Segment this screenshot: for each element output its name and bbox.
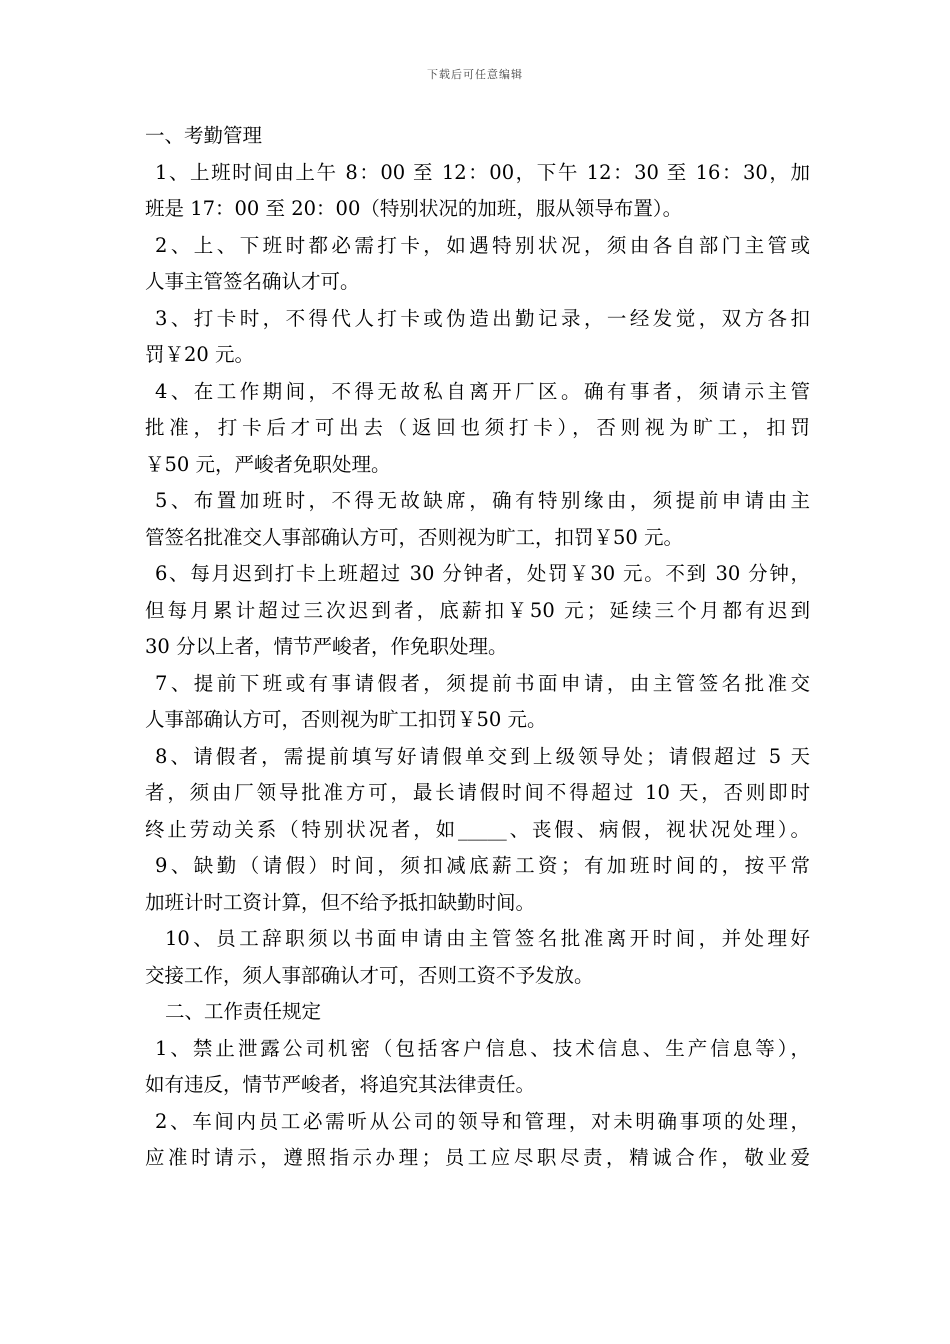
text-line: 交接工作，须人事部确认才可，否则工资不予发放。 [145,963,594,987]
text-line: 4、在工作期间，不得无故私自离开厂区。确有事者，须请示主管 [155,379,810,403]
text-line: 加班计时工资计算，但不给予抵扣缺勤时间。 [145,890,536,914]
text-line: 批准，打卡后才可出去（返回也须打卡），否则视为旷工，扣罚 [145,416,810,439]
text-line: 但每月累计超过三次迟到者，底薪扣￥50 元；延续三个月都有迟到 [145,598,810,622]
text-line: 6、每月迟到打卡上班超过 30 分钟者，处罚￥30 元。不到 30 分钟， [155,562,810,585]
document-body [145,118,810,1177]
text-line: ￥50 元，严峻者免职处理。 [145,452,391,476]
text-line: 罚￥20 元。 [145,343,255,366]
text-line: 人事部确认方可，否则视为旷工扣罚￥50 元。 [145,708,547,731]
text-line: 人事主管签名确认才可。 [145,270,360,293]
text-line: 1、禁止泄露公司机密（包括客户信息、技术信息、生产信息等）， [155,1036,810,1060]
text-line: 3、打卡时，不得代人打卡或伪造出勤记录，一经发觉，双方各扣 [155,306,810,330]
text-line: 5、布置加班时，不得无故缺席，确有特别缘由，须提前申请由主 [155,489,810,512]
text-line: 2、上、下班时都必需打卡，如遇特别状况，须由各自部门主管或 [155,233,810,257]
text-line: 一、考勤管理 [145,124,263,147]
text-line: 9、缺勤（请假）时间，须扣减底薪工资；有加班时间的，按平常 [155,854,810,877]
text-line: 应准时请示，遵照指示办理；员工应尽职尽责，精诚合作，敬业爱 [145,1146,810,1169]
text-line: 终止劳动关系（特别状况者，如_____、丧假、病假，视状况处理）。 [145,817,810,841]
text-line: 30 分以上者，情节严峻者，作免职处理。 [145,635,508,658]
text-line: 7、提前下班或有事请假者，须提前书面申请，由主管签名批准交 [155,671,810,695]
text-line: 8、请假者，需提前填写好请假单交到上级领导处；请假超过 5 天 [155,744,810,768]
text-line: 1、上班时间由上午 8：00 至 12：00，下午 12：30 至 16：30，加 [155,160,810,184]
page-header: 下载后可任意编辑 [427,68,523,81]
text-line: 二、工作责任规定 [165,1000,322,1023]
text-line: 2、车间内员工必需听从公司的领导和管理，对未明确事项的处理， [155,1109,810,1133]
text-line: 班是 17：00 至 20：00（特别状况的加班，服从领导布置）。 [145,197,683,220]
text-line: 如有违反，情节严峻者，将追究其法律责任。 [145,1073,536,1096]
text-line: 者，须由厂领导批准方可，最长请假时间不得超过 10 天，否则即时 [145,781,810,804]
text-line: 10、员工辞职须以书面申请由主管签名批准离开时间，并处理好 [165,927,810,950]
text-line: 管签名批准交人事部确认方可，否则视为旷工，扣罚￥50 元。 [145,525,684,549]
